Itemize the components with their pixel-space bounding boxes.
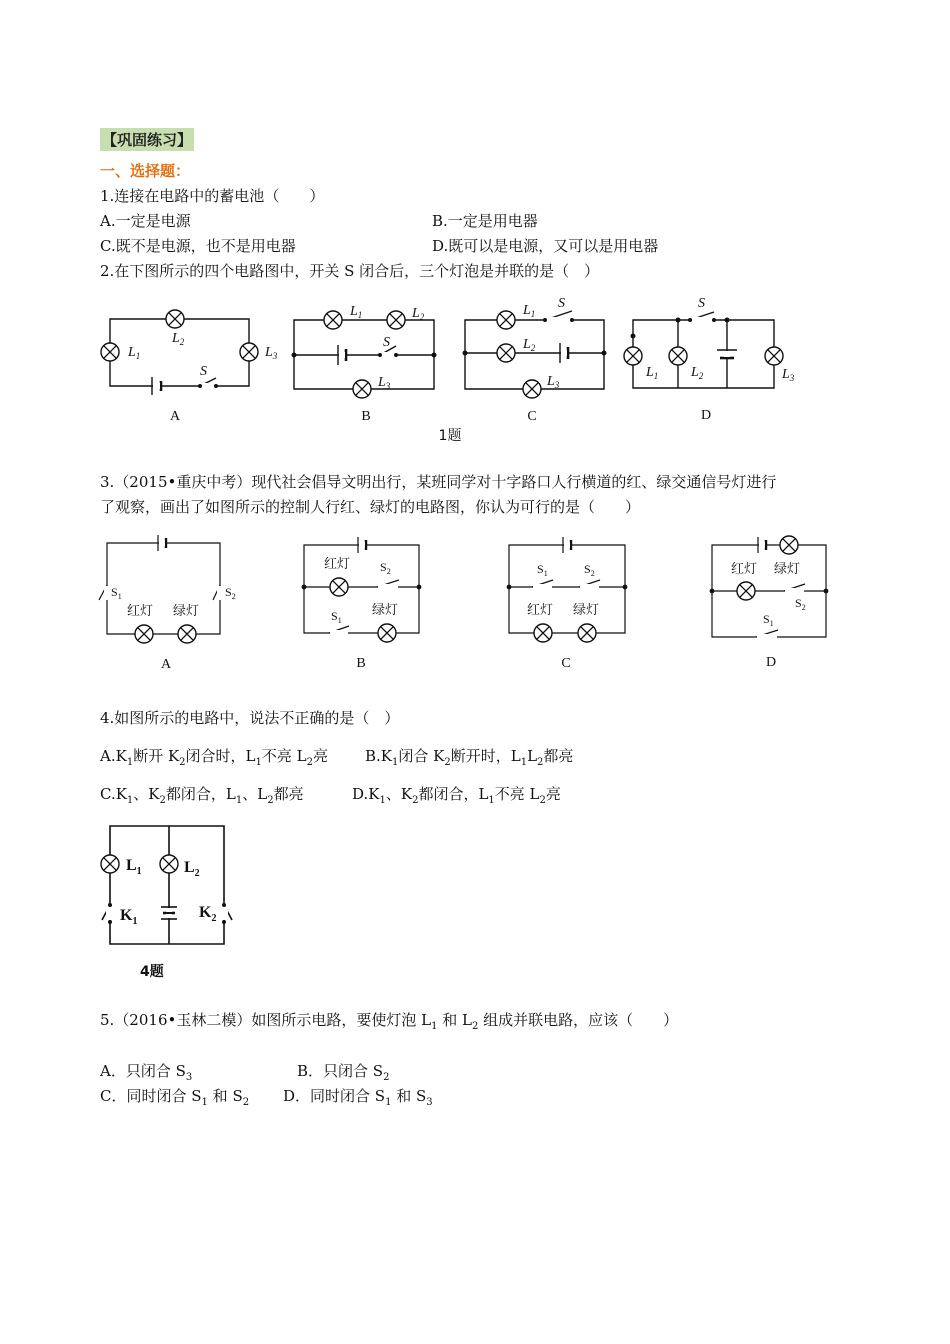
q4-circuit-figure: [0, 815, 950, 985]
svg-text:A: A: [160, 657, 172, 672]
q1-option-a: A.一定是电源: [100, 212, 191, 230]
svg-text:D: D: [700, 408, 712, 423]
svg-text:L2: $L_2$: [691, 365, 704, 381]
svg-text:S1: $S_1$: [111, 585, 122, 601]
q4-option-a: $A.K_1$断开 $K_2$闭合时，$L_1$不亮 $L_2$亮: [100, 747, 329, 768]
svg-text:C: C: [561, 656, 571, 671]
q3-stem-line1: 3.（2015•重庆中考）现代社会倡导文明出行，某班同学对十字路口人行横道的红、绿交通信号灯进行: [100, 473, 777, 491]
q1-option-b: B.一定是用电器: [432, 212, 538, 230]
svg-text:K2: $K_2$: [199, 904, 217, 924]
svg-text:A: A: [169, 409, 181, 424]
subsection-title: 一、选择题：: [100, 162, 191, 180]
svg-text:S: S: [200, 364, 207, 379]
svg-text:L1: $L_1$: [128, 345, 141, 361]
svg-text:L1: $L_1$: [646, 365, 659, 381]
svg-text:D: D: [765, 655, 777, 670]
svg-text:L2: $L_2$: [523, 337, 536, 353]
q4-option-d: $D.K_1$、$K_2$都闭合，$L_1$不亮 $L_2$亮: [352, 785, 561, 806]
svg-text:S1: $S_1$: [763, 612, 774, 628]
q3-circuit-figures: [0, 525, 950, 675]
q5-option-a: A．只闭合 $S_3$: [100, 1062, 193, 1083]
q5-stem: 5.（2016•玉林二模）如图所示电路，要使灯泡 $L_1$ 和 $L_2$ 组成并联电路，应该（ ）: [100, 1011, 679, 1032]
svg-text:绿灯: 绿灯: [372, 602, 399, 617]
section-title: 【巩固练习】: [100, 128, 194, 151]
svg-text:红灯: 红灯: [127, 603, 154, 618]
q1-option-c: C.既不是电源，也不是用电器: [100, 237, 296, 255]
svg-text:红灯: 红灯: [731, 561, 758, 576]
svg-text:S: S: [698, 296, 705, 311]
q3-stem-line2: 了观察，画出了如图所示的控制人行红、绿灯的电路图，你认为可行的是（ ）: [100, 498, 641, 516]
svg-text:L3: $L_3$: [265, 345, 278, 361]
q2-circuit-figures: [0, 290, 950, 470]
svg-text:红灯: 红灯: [527, 602, 554, 617]
svg-text:S2: $S_2$: [380, 560, 391, 576]
q4-option-b: $B.K_1$闭合 $K_2$断开时，$L_1L_2$都亮: [365, 747, 574, 768]
svg-text:L2: $L_2$: [172, 331, 185, 347]
svg-text:S2: $S_2$: [584, 562, 595, 578]
svg-text:S1: $S_1$: [331, 609, 342, 625]
svg-text:4题: 4题: [140, 964, 164, 980]
svg-text:绿灯: 绿灯: [573, 602, 600, 617]
svg-text:B: B: [361, 409, 371, 424]
svg-text:S2: $S_2$: [795, 596, 806, 612]
svg-text:1题: 1题: [438, 428, 462, 444]
svg-text:L1: $L_1$: [126, 857, 142, 877]
svg-text:L3: $L_3$: [782, 367, 795, 383]
q5-option-b: B．只闭合 $S_2$: [297, 1062, 390, 1083]
svg-text:K1: $K_1$: [120, 907, 138, 927]
svg-text:B: B: [356, 656, 366, 671]
svg-text:S: S: [383, 335, 390, 350]
svg-text:红灯: 红灯: [324, 556, 351, 571]
q4-stem: 4.如图所示的电路中，说法不正确的是（ ）: [100, 709, 400, 727]
svg-text:绿灯: 绿灯: [173, 603, 200, 618]
q1-option-d: D.既可以是电源，又可以是用电器: [432, 237, 659, 255]
svg-text:绿灯: 绿灯: [774, 561, 801, 576]
svg-text:L1: $L_1$: [523, 303, 536, 319]
q5-option-d: D．同时闭合 $S_1$ 和 $S_3$: [283, 1087, 433, 1108]
svg-text:L3: $L_3$: [547, 374, 560, 390]
svg-text:C: C: [527, 409, 537, 424]
svg-text:L1: $L_1$: [350, 304, 363, 320]
q1-stem: 1.连接在电路中的蓄电池（ ）: [100, 187, 325, 205]
svg-text:S1: $S_1$: [537, 562, 548, 578]
q2-stem: 2.在下图所示的四个电路图中，开关 S 闭合后，三个灯泡是并联的是（ ）: [100, 262, 600, 280]
q5-option-c: C．同时闭合 $S_1$ 和 $S_2$: [100, 1087, 250, 1108]
svg-text:S2: $S_2$: [225, 585, 236, 601]
svg-text:L2: $L_2$: [412, 306, 425, 322]
svg-text:L3: $L_3$: [378, 375, 391, 391]
svg-text:S: S: [558, 296, 565, 311]
svg-text:L2: $L_2$: [184, 859, 200, 879]
q4-option-c: $C.K_1$、$K_2$都闭合，$L_1$、$L_2$都亮: [100, 785, 304, 806]
